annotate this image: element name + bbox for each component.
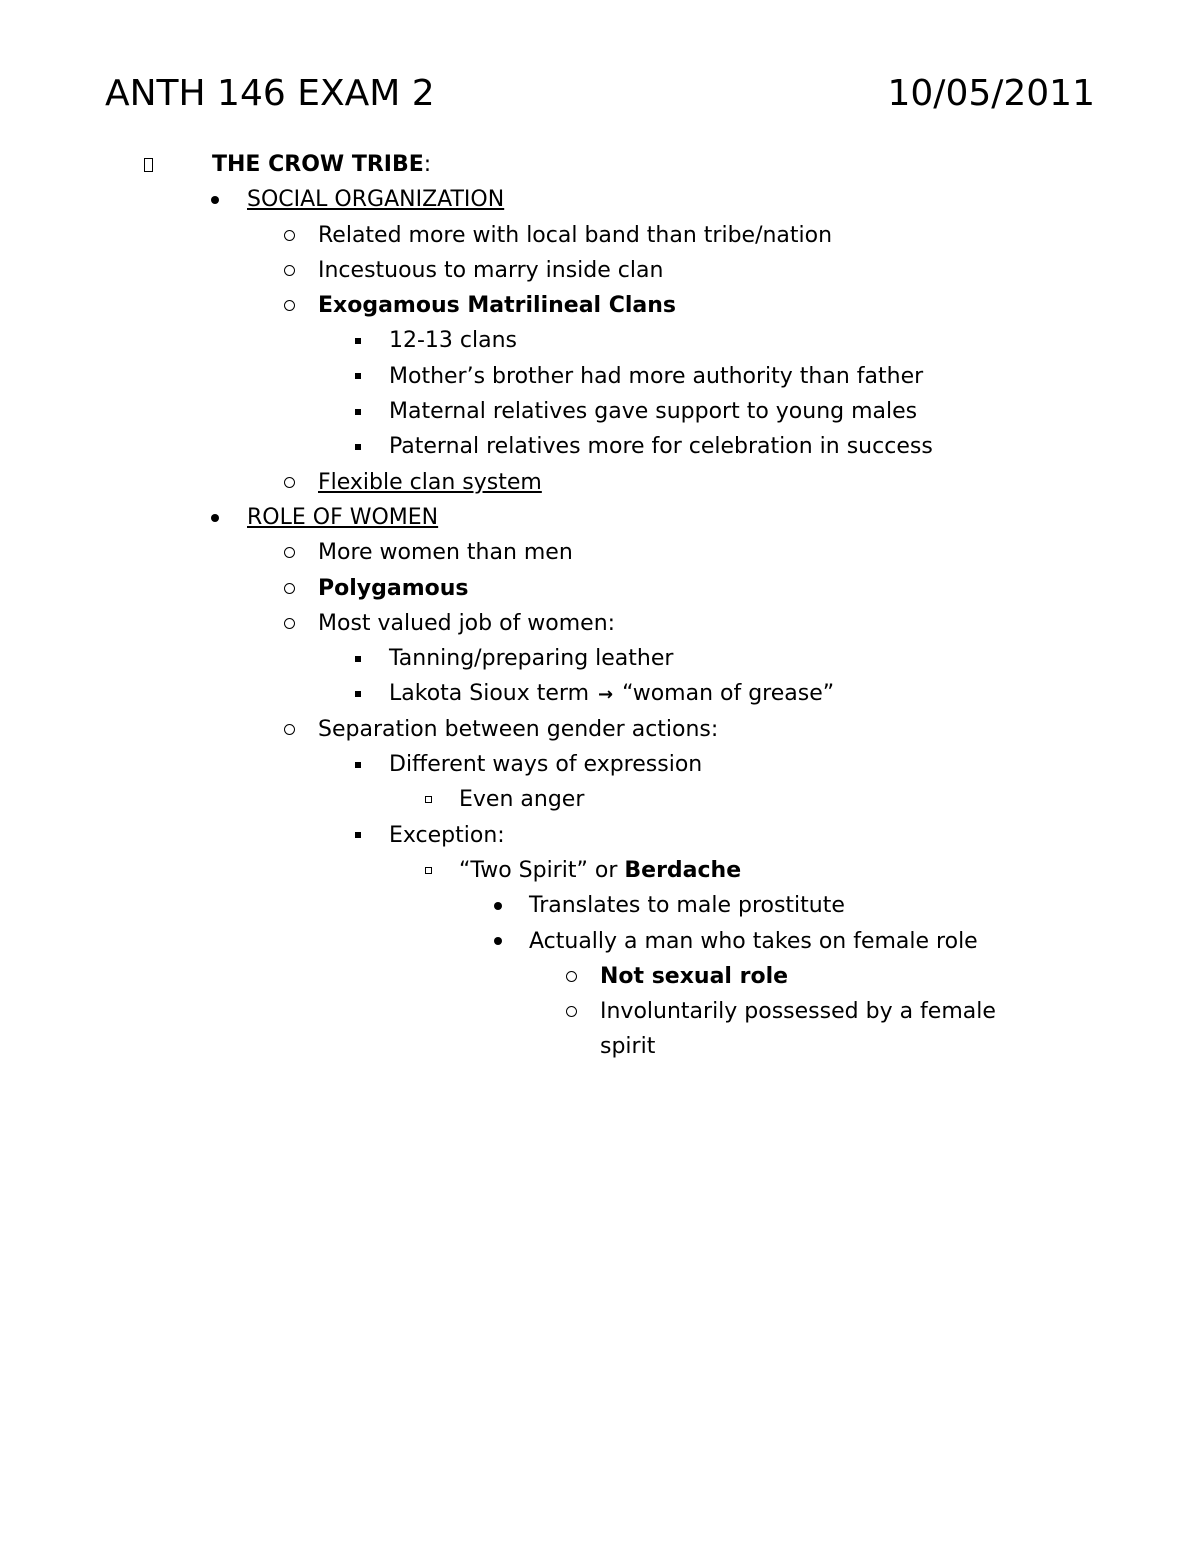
list-item: Even anger	[0, 782, 1200, 817]
list-item: Mother’s brother had more authority than father	[0, 359, 1200, 394]
section-heading: THE CROW TRIBE	[212, 152, 424, 177]
right-arrow-icon: →	[598, 684, 614, 706]
square-bullet-icon	[348, 429, 368, 464]
list-item: Maternal relatives gave support to young males	[0, 394, 1200, 429]
document-title: ANTH 146 EXAM 2	[105, 73, 435, 114]
circle-bullet-icon	[279, 571, 299, 606]
list-item: Separation between gender actions:	[0, 712, 1200, 747]
list-item: Not sexual role	[0, 959, 1200, 994]
subsection-heading: SOCIAL ORGANIZATION	[247, 187, 505, 213]
hollow-square-bullet-icon	[418, 853, 438, 888]
list-item: Actually a man who takes on female role	[0, 924, 1200, 959]
square-bullet-icon	[348, 359, 368, 394]
circle-bullet-icon	[279, 288, 299, 323]
disc-bullet-icon	[205, 500, 225, 535]
square-bullet-icon	[348, 818, 368, 853]
circle-bullet-icon	[561, 959, 581, 994]
list-item: Different ways of expression	[0, 747, 1200, 782]
disc-bullet-icon	[488, 924, 508, 959]
list-item: Translates to male prostitute	[0, 888, 1200, 923]
circle-bullet-icon	[279, 218, 299, 253]
list-item: Related more with local band than tribe/nation	[0, 218, 1200, 253]
square-bullet-icon	[348, 323, 368, 358]
list-item: 12-13 clans	[0, 323, 1200, 358]
list-item: Exception:	[0, 818, 1200, 853]
list-item: More women than men	[0, 535, 1200, 570]
document-date: 10/05/2011	[887, 73, 1095, 114]
list-item: Flexible clan system	[0, 465, 1200, 500]
square-bullet-icon	[348, 394, 368, 429]
outline-item-crow-tribe: THE CROW TRIBE:	[0, 147, 1200, 182]
square-bullet-icon	[348, 747, 368, 782]
circle-bullet-icon	[561, 994, 581, 1029]
outline-item-social-organization	[0, 182, 1200, 217]
disc-bullet-icon	[488, 888, 508, 923]
circle-bullet-icon	[279, 712, 299, 747]
list-item: “Two Spirit” or Berdache	[0, 853, 1200, 888]
list-item: Lakota Sioux term → “woman of grease”	[0, 676, 1200, 711]
square-bullet-icon	[348, 676, 368, 711]
document-header	[105, 68, 1095, 120]
outline-item-role-of-women	[0, 500, 1200, 535]
subsection-heading: ROLE OF WOMEN	[247, 504, 439, 530]
list-item-continuation: spirit	[600, 1034, 656, 1060]
notes-outline	[0, 147, 1200, 1065]
square-bullet-icon	[348, 641, 368, 676]
list-item: Paternal relatives more for celebration in success	[0, 429, 1200, 464]
box-bullet-icon	[138, 147, 158, 182]
list-item: Exogamous Matrilineal Clans	[0, 288, 1200, 323]
list-item: Most valued job of women:	[0, 606, 1200, 641]
hollow-square-bullet-icon	[418, 782, 438, 817]
list-item: Polygamous	[0, 571, 1200, 606]
disc-bullet-icon	[205, 182, 225, 217]
circle-bullet-icon	[279, 535, 299, 570]
list-item: Incestuous to marry inside clan	[0, 253, 1200, 288]
circle-bullet-icon	[279, 606, 299, 641]
list-item: Involuntarily possessed by a female	[0, 994, 1200, 1029]
circle-bullet-icon	[279, 465, 299, 500]
list-item: Tanning/preparing leather	[0, 641, 1200, 676]
circle-bullet-icon	[279, 253, 299, 288]
